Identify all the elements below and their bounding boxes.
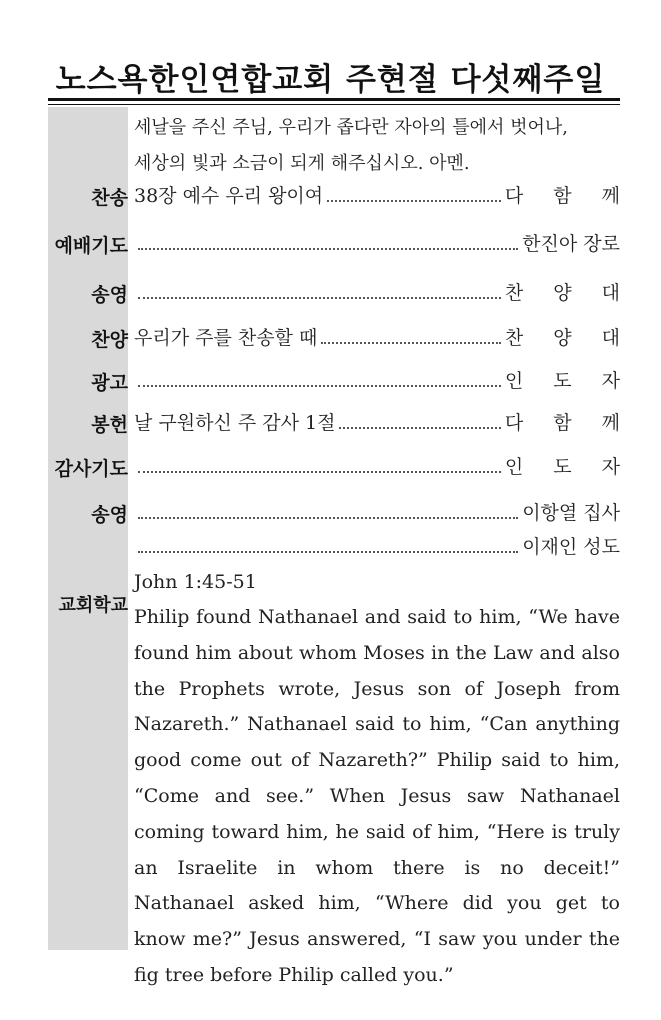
title-rule-thin xyxy=(48,104,620,105)
order-leader: 인 도 자 xyxy=(504,370,632,392)
order-leader: 찬 양 대 xyxy=(504,282,632,304)
leader-dots xyxy=(138,247,518,250)
order-label-thanks-prayer: 감사기도 xyxy=(54,458,128,480)
prayer-line: 세날을 주신 주님, 우리가 좁다란 자아의 틀에서 벗어나, xyxy=(134,117,569,138)
order-leader: 다 함 께 xyxy=(504,412,632,434)
closing-prayer xyxy=(134,110,620,182)
leader-dots xyxy=(321,341,501,344)
scripture-reference: John 1:45-51 xyxy=(134,571,257,593)
order-row-hymn xyxy=(134,181,632,208)
order-label-announcements: 광고 xyxy=(91,372,128,394)
order-row-doxology-2 xyxy=(134,498,620,525)
order-leader: 한진아 장로 xyxy=(522,233,620,255)
page-title: 노스욕한인연합교회 주현절 다섯째주일 xyxy=(55,62,606,98)
order-label-hymn: 찬송 xyxy=(91,187,128,209)
order-row-prayer xyxy=(134,229,620,256)
order-label-prayer: 예배기도 xyxy=(54,235,128,257)
order-label-doxology-2: 송영 xyxy=(91,504,128,526)
order-leader: 인 도 자 xyxy=(504,456,632,478)
order-row-thanks-prayer xyxy=(134,452,632,479)
leader-dots xyxy=(138,516,518,519)
leader-dots xyxy=(138,550,518,553)
leader-dots xyxy=(339,426,500,429)
order-leader: 다 함 께 xyxy=(504,185,632,207)
order-leader: 이항열 집사 xyxy=(522,502,620,524)
leader-dots xyxy=(138,384,501,387)
order-label-doxology: 송영 xyxy=(91,284,128,306)
order-label-offering: 봉헌 xyxy=(91,414,128,436)
scripture-passage: Philip found Nathanael and said to him, “We have found him about whom Moses in the Law and also the Prophets wrote, Jesus son of Joseph from Nazareth.” Nathanael said to him, “Can anything good come out of Nazareth?” Philip said to him, “Come and see.” When Jesus saw Nathanael coming toward him, he said of him, “Here is truly an Israelite in whom there is no deceit!” Nathanael asked him, “Where did you get to know me?” Jesus answered, “I saw you under the fig tree before Philip called you.” xyxy=(134,606,620,986)
order-label-anthem: 찬양 xyxy=(91,329,128,351)
order-text: 날 구원하신 주 감사 1절 xyxy=(134,412,336,434)
order-row-announcements xyxy=(134,366,632,393)
order-row-anthem xyxy=(134,323,632,350)
order-label-church-school: 교회학교 xyxy=(58,595,128,616)
order-row-offering xyxy=(134,408,632,435)
prayer-line: 세상의 빛과 소금이 되게 해주십시오. 아멘. xyxy=(134,153,470,174)
leader-dots xyxy=(138,470,501,473)
leader-dots xyxy=(138,296,501,299)
order-row-doxology-2b xyxy=(134,532,620,559)
order-row-doxology xyxy=(134,278,632,305)
title-rule-thick xyxy=(48,98,620,101)
order-text: 우리가 주를 찬송할 때 xyxy=(134,327,318,349)
order-leader: 찬 양 대 xyxy=(504,327,632,349)
order-text: 38장 예수 우리 왕이여 xyxy=(134,185,324,207)
leader-dots xyxy=(327,199,501,202)
order-leader: 이재인 성도 xyxy=(522,536,620,558)
